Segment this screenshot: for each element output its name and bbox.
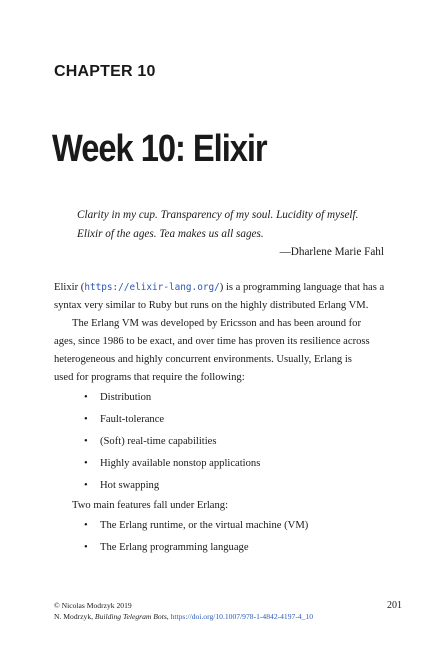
elixir-url-link[interactable]: https://elixir-lang.org/: [84, 282, 220, 293]
paragraph-line: heterogeneous and highly concurrent environments. Usually, Erlang is: [54, 354, 352, 365]
list-item: [54, 475, 387, 497]
epigraph-line-2: Elixir of the ages. Tea makes us all sages.: [77, 228, 264, 240]
copyright-notice: © Nicolas Modrzyk 2019: [54, 601, 132, 610]
list-item: [54, 537, 387, 559]
bullet-icon: •: [84, 392, 88, 403]
paragraph-intro: [54, 279, 387, 315]
epigraph-line-1: Clarity in my cup. Transparency of my soul. Lucidity of myself.: [77, 209, 359, 221]
list-item-text: Distribution: [100, 392, 152, 403]
paragraph-line: used for programs that require the following:: [54, 372, 245, 383]
list-item-text: (Soft) real-time capabilities: [100, 436, 217, 447]
bullet-icon: •: [84, 436, 88, 447]
list-item: [54, 409, 387, 431]
paragraph-erlang-vm: [54, 315, 387, 387]
bullet-icon: •: [84, 480, 88, 491]
doi-link[interactable]: https://doi.org/10.1007/978-1-4842-4197-4_10: [170, 612, 314, 621]
list-item: [54, 431, 387, 453]
chapter-label: CHAPTER 10: [54, 63, 156, 80]
paragraph-intro-line-1: [54, 279, 387, 297]
paragraph-line: ages, since 1986 to be exact, and over time has proven its resilience across: [54, 336, 370, 347]
paragraph-features-intro: [54, 497, 387, 515]
epigraph-attribution: —Dharlene Marie Fahl: [279, 246, 384, 258]
bullet-icon: •: [84, 520, 88, 531]
list-item: [54, 453, 387, 475]
list-item-text: Fault-tolerance: [100, 414, 165, 425]
bullet-icon: •: [84, 458, 88, 469]
list-item-text: Hot swapping: [100, 480, 160, 491]
bullet-icon: •: [84, 414, 88, 425]
epigraph: [77, 206, 387, 244]
page-footer: [54, 600, 313, 622]
list-item-text: The Erlang runtime, or the virtual machine (VM): [100, 520, 309, 531]
requirements-list: [54, 387, 387, 497]
list-item: [54, 515, 387, 537]
paragraph-intro-line-2: syntax very similar to Ruby but runs on the highly distributed Erlang VM.: [54, 300, 369, 311]
list-item-text: The Erlang programming language: [100, 542, 249, 553]
chapter-title: Week 10: Elixir: [52, 128, 267, 170]
paragraph-line: Two main features fall under Erlang:: [72, 500, 229, 511]
list-item: [54, 387, 387, 409]
citation-title: Building Telegram Bots: [94, 612, 167, 621]
features-list: [54, 515, 387, 559]
intro-post: ) is a programming language that has a: [219, 282, 385, 293]
body-text: [54, 279, 387, 559]
intro-pre: Elixir (: [54, 282, 85, 293]
citation-separator: ,: [166, 612, 171, 621]
list-item-text: Highly available nonstop applications: [100, 458, 261, 469]
citation: [54, 611, 313, 622]
paragraph-line: The Erlang VM was developed by Ericsson and has been around for: [72, 318, 361, 329]
citation-author: N. Modrzyk,: [54, 612, 95, 621]
bullet-icon: •: [84, 542, 88, 553]
page-number: 201: [387, 600, 402, 611]
